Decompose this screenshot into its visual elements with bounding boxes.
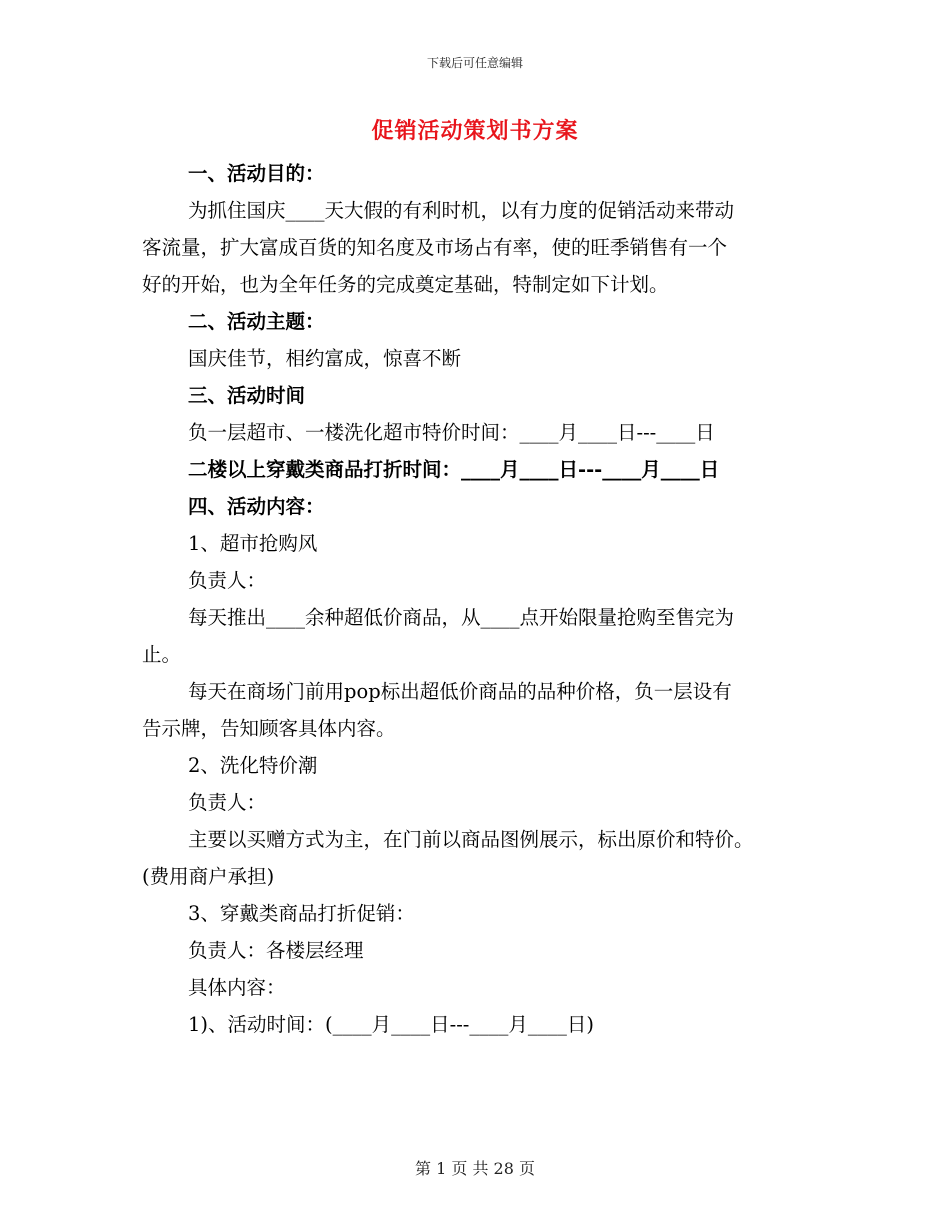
section-heading-purpose: 一、活动目的： bbox=[188, 162, 325, 185]
header-note: 下载后可任意编辑 bbox=[426, 56, 523, 70]
document-title: 促销活动策划书方案 bbox=[371, 118, 579, 144]
paragraph-line: 负责人： bbox=[188, 791, 267, 814]
document-body bbox=[142, 155, 822, 1043]
page-number: 第 1 页 共 28 页 bbox=[415, 1159, 535, 1178]
paragraph-line: 负责人： bbox=[188, 569, 267, 592]
section-heading-time: 三、活动时间 bbox=[188, 384, 306, 407]
paragraph-line: 为抓住国庆____天大假的有利时机，以有力度的促销活动来带动 bbox=[188, 199, 735, 222]
section-heading-content: 四、活动内容： bbox=[188, 495, 325, 518]
paragraph-line: 主要以买赠方式为主，在门前以商品图例展示，标出原价和特价。 bbox=[188, 828, 754, 851]
paragraph-line: 告示牌，告知顾客具体内容。 bbox=[142, 717, 396, 740]
paragraph-line: 1)、活动时间：(____月____日---____月____日) bbox=[188, 1013, 594, 1036]
subsection-heading: 1、超市抢购风 bbox=[188, 532, 318, 555]
paragraph-line: 每天在商场门前用pop标出超低价商品的品种价格，负一层设有 bbox=[188, 680, 732, 703]
paragraph-line: 每天推出____余种超低价商品，从____点开始限量抢购至售完为 bbox=[188, 606, 735, 629]
paragraph-line: 负一层超市、一楼洗化超市特价时间：____月____日---____日 bbox=[188, 421, 715, 444]
paragraph-line: 客流量，扩大富成百货的知名度及市场占有率，使的旺季销售有一个 bbox=[142, 236, 728, 259]
section-heading-theme: 二、活动主题： bbox=[188, 310, 325, 333]
paragraph-line: 负责人：各楼层经理 bbox=[188, 939, 364, 962]
subsection-heading: 3、穿戴类商品打折促销： bbox=[188, 902, 415, 925]
paragraph-line: 好的开始，也为全年任务的完成奠定基础，特制定如下计划。 bbox=[142, 273, 669, 296]
paragraph-line: 国庆佳节，相约富成，惊喜不断 bbox=[188, 347, 462, 370]
paragraph-line: 具体内容： bbox=[188, 976, 286, 999]
paragraph-line: 止。 bbox=[142, 643, 182, 666]
paragraph-line: (费用商户承担) bbox=[142, 865, 275, 888]
subsection-heading: 2、洗化特价潮 bbox=[188, 754, 318, 777]
paragraph-line-bold: 二楼以上穿戴类商品打折时间：____月____日---____月____日 bbox=[188, 458, 720, 481]
